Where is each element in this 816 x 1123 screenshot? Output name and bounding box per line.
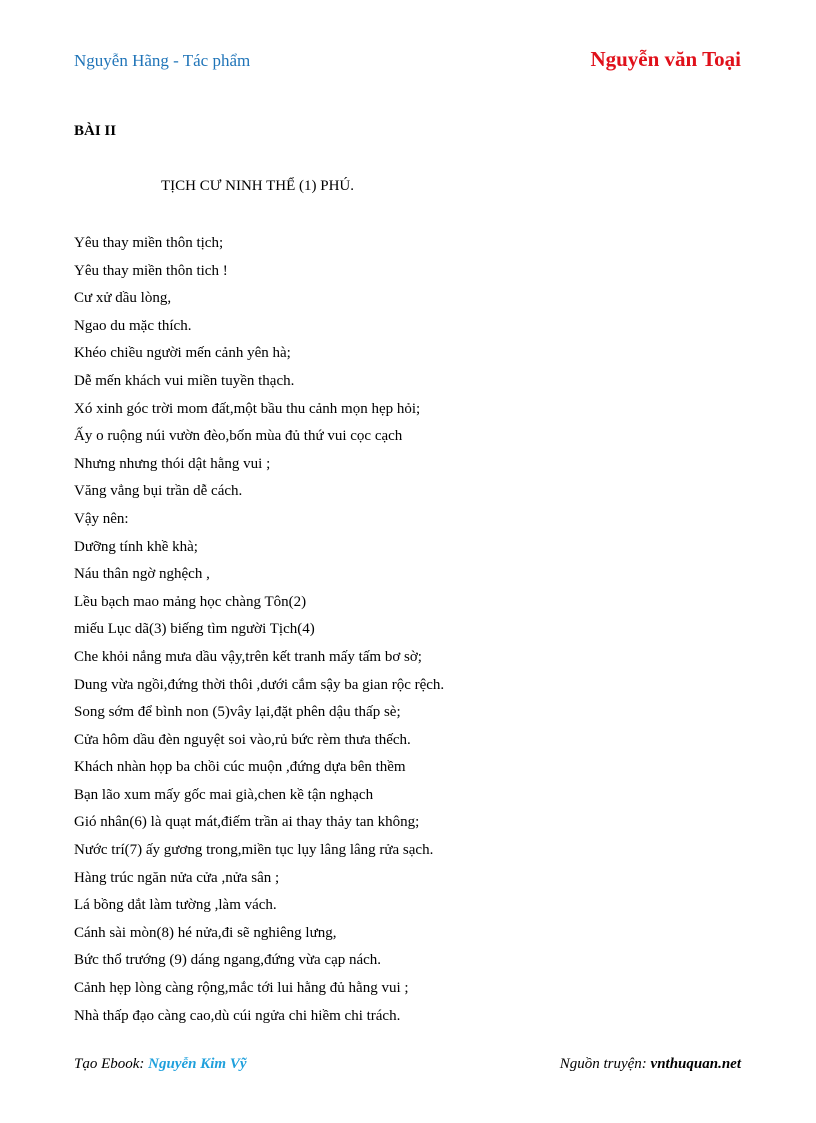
footer-ebook-creator: Nguyễn Kim Vỹ	[148, 1056, 247, 1072]
poem-line: Khách nhàn họp ba chồi cúc muộn ,đứng dựa bên thềm	[74, 759, 406, 776]
footer-source-separator: :	[641, 1056, 651, 1072]
poem-line: Cửa hôm dầu đèn nguyệt soi vào,rủ bức rèm thưa thếch.	[74, 731, 411, 748]
header-author-work: Nguyễn Hãng - Tác phẩm	[74, 51, 251, 70]
poem-line: Yêu thay miền thôn tich !	[74, 262, 228, 279]
poem-line: Ấy o ruộng núi vườn đèo,bốn mùa đủ thứ vui cọc cạch	[74, 428, 403, 445]
poem-line: Dễ mến khách vui miền tuyền thạch.	[74, 372, 295, 389]
poem-line: Gió nhân(6) là quạt mát,điếm trần ai thay thảy tan không;	[74, 814, 420, 831]
poem-line: Lá bồng dắt làm tường ,làm vách.	[74, 897, 277, 914]
footer-ebook-credit	[74, 1056, 247, 1073]
poem-line: Che khỏi nắng mưa dầu vậy,trên kết tranh mấy tấm bơ sờ;	[74, 648, 422, 665]
header-author-name: Nguyễn văn Toại	[590, 47, 741, 71]
poem-line: Xó xinh góc trời mom đất,một bầu thu cảnh mọn hẹp hỏi;	[74, 400, 421, 417]
poem-line: Dưỡng tính khề khà;	[74, 538, 198, 555]
section-heading: BÀI II	[74, 123, 117, 139]
poem-line: Nhà thấp đạo càng cao,dù cúi ngửa chi hiềm chi trách.	[74, 1007, 401, 1024]
poem-line: Nhưng nhưng thói dật hằng vui ;	[74, 455, 271, 472]
poem-line: Ngao du mặc thích.	[74, 317, 192, 334]
poem-line: Song sớm để bình non (5)vây lại,đặt phên dậu thấp sè;	[74, 704, 401, 721]
poem-line: Hàng trúc ngăn nửa cửa ,nửa sân ;	[74, 869, 280, 886]
poem-line: Cánh sài mòn(8) hé nửa,đi sẽ nghiêng lưng,	[74, 924, 337, 941]
poem-line: Nước trí(7) ấy gương trong,miền tục lụy lâng lâng rửa sạch.	[74, 842, 434, 859]
poem-line: Bạn lão xum mấy gốc mai già,chen kề tận nghạch	[74, 786, 374, 803]
poem-line: Yêu thay miền thôn tịch;	[74, 235, 224, 251]
poem-line: Dung vừa ngồi,đứng thời thôi ,dưới cắm sậy ba gian rộc rệch.	[74, 676, 445, 693]
poem-line: miếu Lục dã(3) biếng tìm người Tịch(4)	[74, 621, 315, 638]
footer-source-credit	[560, 1056, 741, 1073]
footer-ebook-separator: :	[139, 1056, 149, 1072]
poem-line: Cảnh hẹp lòng càng rộng,mắc tới lui hằng đủ hằng vui ;	[74, 980, 409, 997]
poem-line: Văng vẳng bụi trần dễ cách.	[74, 483, 243, 500]
poem-body	[74, 232, 444, 1032]
poem-line: Bức thổ trướng (9) dáng ngang,đứng vừa cạp nách.	[74, 952, 382, 969]
poem-line: Khéo chiều người mến cảnh yên hà;	[74, 345, 291, 362]
poem-line: Lều bạch mao mảng học chàng Tôn(2)	[74, 593, 307, 610]
footer-source-site: vnthuquan.net	[650, 1056, 741, 1072]
poem-line: Náu thân ngờ nghệch ,	[74, 566, 210, 583]
poem-line: Cư xử dầu lòng,	[74, 290, 172, 307]
poem-title: TỊCH CƯ NINH THỂ (1) PHÚ.	[161, 178, 355, 194]
footer-source-label: Nguồn truyện	[559, 1056, 642, 1072]
footer-ebook-label: Tạo Ebook	[74, 1056, 140, 1072]
poem-line: Vậy nên:	[74, 510, 129, 527]
